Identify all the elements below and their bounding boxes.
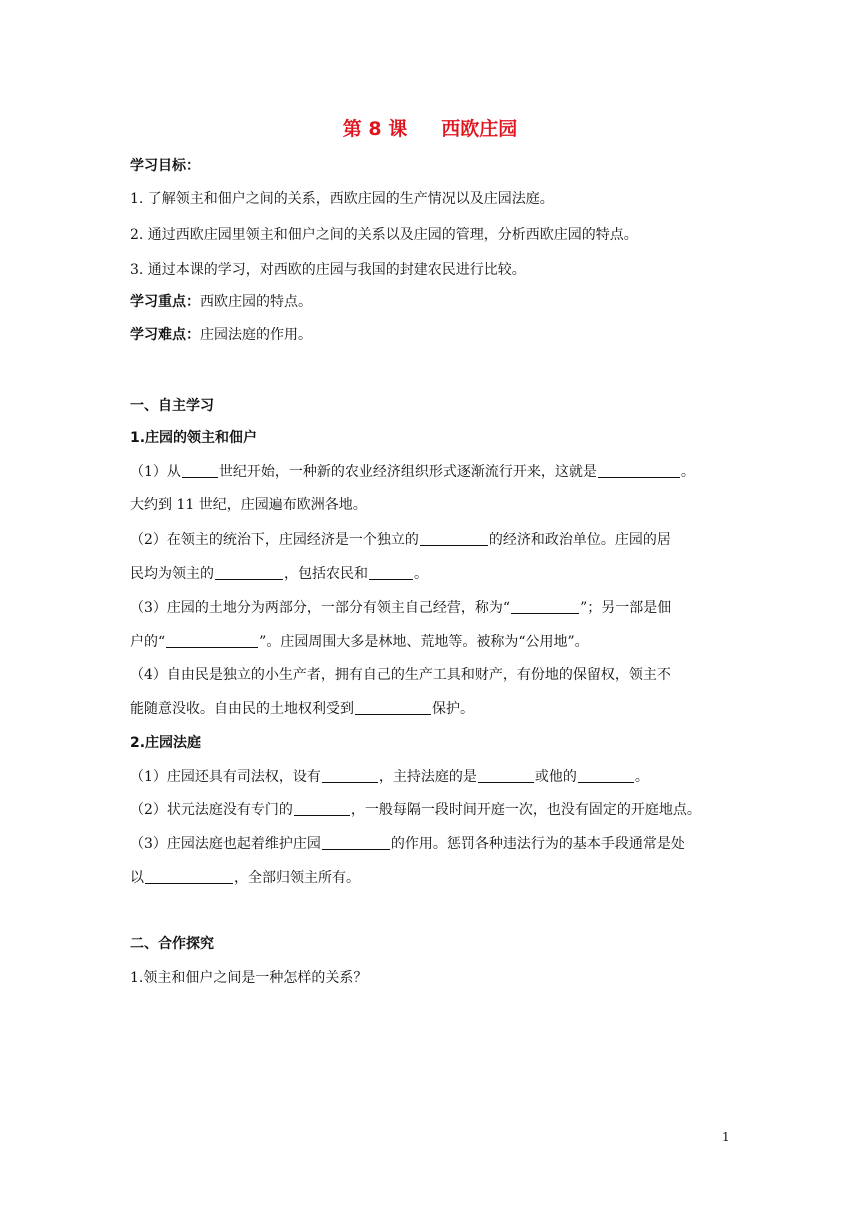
question-line: 户的“ ”。庄园周围大多是林地、荒地等。被称为“公用地”。 — [130, 634, 589, 650]
question-line: （4）自由民是独立的小生产者，拥有自己的生产工具和财产，有份地的保留权，领主不 — [130, 667, 671, 683]
question-line: （3）庄园的土地分为两部分，一部分有领主自己经营，称为“ ”；另一部是佃 — [130, 600, 672, 616]
answer-blank[interactable] — [478, 768, 534, 783]
answer-blank[interactable] — [322, 835, 390, 850]
answer-blank[interactable] — [322, 768, 378, 783]
question-line: （3）庄园法庭也起着维护庄园 的作用。惩罚各种违法行为的基本手段通常是处 — [130, 836, 685, 852]
question-line: （1）庄园还具有司法权，设有 ，主持法庭的是 或他的 。 — [130, 769, 649, 785]
subsection-heading: 2.庄园法庭 — [130, 735, 202, 751]
question-line: 1.领主和佃户之间是一种怎样的关系？ — [130, 970, 368, 986]
question-line: （1）从 世纪开始，一种新的农业经济组织形式逐渐流行开来，这就是 。 — [130, 464, 695, 480]
question-line: 民均为领主的 ，包括农民和 。 — [130, 566, 428, 582]
answer-blank[interactable] — [166, 633, 258, 648]
subsection-heading: 1.庄园的领主和佃户 — [130, 430, 258, 446]
section2-heading: 二、合作探究 — [130, 936, 214, 952]
answer-blank[interactable] — [511, 599, 579, 614]
difficulty — [130, 325, 312, 345]
answer-blank[interactable] — [578, 768, 634, 783]
lesson-number: 第 8 课 — [342, 118, 408, 140]
question-line: 大约到 11 世纪，庄园遍布欧洲各地。 — [130, 497, 367, 513]
question-line: 以 ，全部归领主所有。 — [130, 870, 360, 886]
key-point-text: 西欧庄园的特点。 — [200, 294, 312, 310]
page-number: 1 — [722, 1130, 730, 1144]
section1-heading: 一、自主学习 — [130, 398, 214, 414]
key-point-label: 学习重点： — [130, 294, 200, 310]
difficulty-label: 学习难点： — [130, 327, 200, 343]
answer-blank[interactable] — [598, 463, 680, 478]
objective-item: 1. 了解领主和佃户之间的关系，西欧庄园的生产情况以及庄园法庭。 — [130, 191, 554, 207]
objective-item: 3. 通过本课的学习，对西欧的庄园与我国的封建农民进行比较。 — [130, 262, 526, 278]
answer-blank[interactable] — [369, 565, 413, 580]
answer-blank[interactable] — [215, 565, 283, 580]
objective-item: 2. 通过西欧庄园里领主和佃户之间的关系以及庄园的管理，分析西欧庄园的特点。 — [130, 227, 638, 243]
lesson-title — [0, 114, 860, 141]
difficulty-text: 庄园法庭的作用。 — [200, 327, 312, 343]
answer-blank[interactable] — [355, 700, 431, 715]
key-point — [130, 292, 312, 312]
answer-blank[interactable] — [420, 531, 488, 546]
objectives-heading: 学习目标： — [130, 158, 200, 174]
answer-blank[interactable] — [145, 869, 233, 884]
question-line: （2）状元法庭没有专门的 ，一般每隔一段时间开庭一次，也没有固定的开庭地点。 — [130, 802, 701, 818]
answer-blank[interactable] — [182, 463, 218, 478]
lesson-name: 西欧庄园 — [441, 118, 518, 140]
question-line: 能随意没收。自由民的土地权利受到 保护。 — [130, 701, 474, 717]
answer-blank[interactable] — [294, 801, 350, 816]
question-line: （2）在领主的统治下，庄园经济是一个独立的 的经济和政治单位。庄园的居 — [130, 532, 671, 548]
